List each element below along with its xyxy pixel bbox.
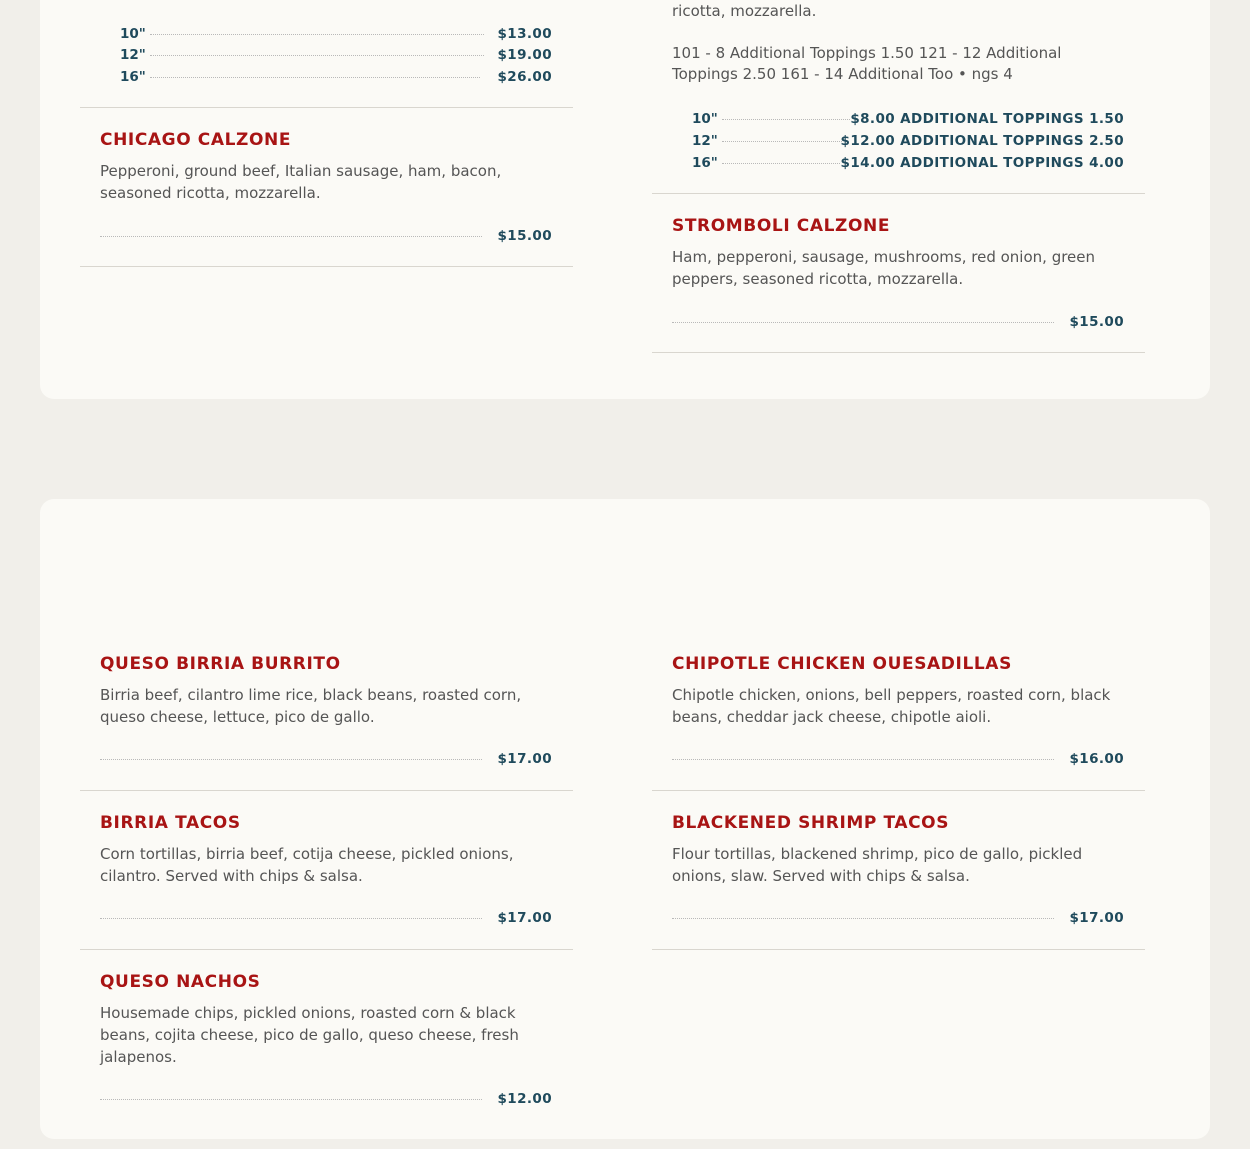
item-description: Chipotle chicken, onions, bell peppers, roasted corn, black beans, cheddar jack cheese, chipotle aioli. (672, 686, 1111, 726)
price-label: $12.00 ADDITIONAL TOPPINGS 2.50 (840, 133, 1124, 149)
menu-item-divider (652, 0, 1145, 194)
size-label: 12" (120, 47, 146, 63)
toppings-note: 101 - 8 Additional Toppings 1.50 121 - 12 Additional Toppings 2.50 161 - 14 Additional Too • ngs 4 (672, 44, 1062, 83)
price-row (672, 751, 1124, 769)
menu-item (80, 949, 573, 1149)
dotted-leader (100, 236, 482, 237)
menu-item (652, 193, 1145, 353)
dotted-leader (100, 918, 482, 919)
item-description: Ham, pepperoni, sausage, mushrooms, red onion, green peppers, seasoned ricotta, mozzarella. (672, 248, 1096, 288)
dotted-leader (672, 759, 1054, 760)
size-label: 10" (120, 26, 146, 42)
price-label: $19.00 (497, 47, 552, 63)
item-name: STROMBOLI CALZONE (672, 216, 891, 236)
item-name: CHIPOTLE CHICKEN OUESADILLAS (672, 654, 1012, 674)
price-row (100, 228, 552, 246)
pizza-calzone-section (40, 0, 1210, 399)
item-price: $15.00 (497, 228, 552, 244)
size-label: 16" (692, 155, 718, 171)
item-name: QUESO BIRRIA BURRITO (100, 654, 341, 674)
dotted-leader (672, 322, 1054, 323)
menu-item (652, 634, 1145, 791)
price-row (672, 314, 1124, 332)
menu-item (652, 790, 1145, 950)
size-label: 16" (120, 69, 146, 85)
item-price: $17.00 (1069, 910, 1124, 926)
burritos-tacos-section (40, 499, 1210, 1139)
price-label: $13.00 (497, 26, 552, 42)
price-row (100, 910, 552, 928)
dotted-leader (672, 918, 1054, 919)
dotted-leader (100, 1099, 482, 1100)
item-name: BLACKENED SHRIMP TACOS (672, 813, 950, 833)
item-description: Birria beef, cilantro lime rice, black beans, roasted corn, queso cheese, lettuce, pico de gallo. (100, 686, 522, 726)
item-price: $15.00 (1069, 314, 1124, 330)
price-label: $26.00 (497, 69, 552, 85)
item-description: Pepperoni, ground beef, Italian sausage, ham, bacon, seasoned ricotta, mozzarella. (100, 162, 502, 202)
menu-item (80, 790, 573, 950)
item-name: CHICAGO CALZONE (100, 130, 292, 150)
item-price: $17.00 (497, 751, 552, 767)
menu-item (80, 634, 573, 791)
size-label: 10" (692, 111, 718, 127)
item-name: BIRRIA TACOS (100, 813, 241, 833)
price-row (100, 1091, 552, 1109)
item-description: Corn tortillas, birria beef, cotija cheese, pickled onions, cilantro. Served with chips & salsa. (100, 845, 514, 885)
item-description: Housemade chips, pickled onions, roasted corn & black beans, cojita cheese, pico de gallo, queso cheese, fresh jalapenos. (100, 1004, 519, 1066)
dotted-leader (100, 759, 482, 760)
item-name: QUESO NACHOS (100, 972, 261, 992)
price-label: $8.00 ADDITIONAL TOPPINGS 1.50 (850, 111, 1124, 127)
price-row (100, 751, 552, 769)
item-price: $12.00 (497, 1091, 552, 1107)
item-description: Flour tortillas, blackened shrimp, pico de gallo, pickled onions, slaw. Served with chips & salsa. (672, 845, 1083, 885)
menu-item-divider (80, 0, 573, 108)
item-price: $17.00 (497, 910, 552, 926)
size-label: 12" (692, 133, 718, 149)
price-row (672, 910, 1124, 928)
item-description-partial: ricotta, mozzarella. (672, 2, 817, 20)
price-label: $14.00 ADDITIONAL TOPPINGS 4.00 (840, 155, 1124, 171)
menu-item (80, 107, 573, 267)
item-price: $16.00 (1069, 751, 1124, 767)
